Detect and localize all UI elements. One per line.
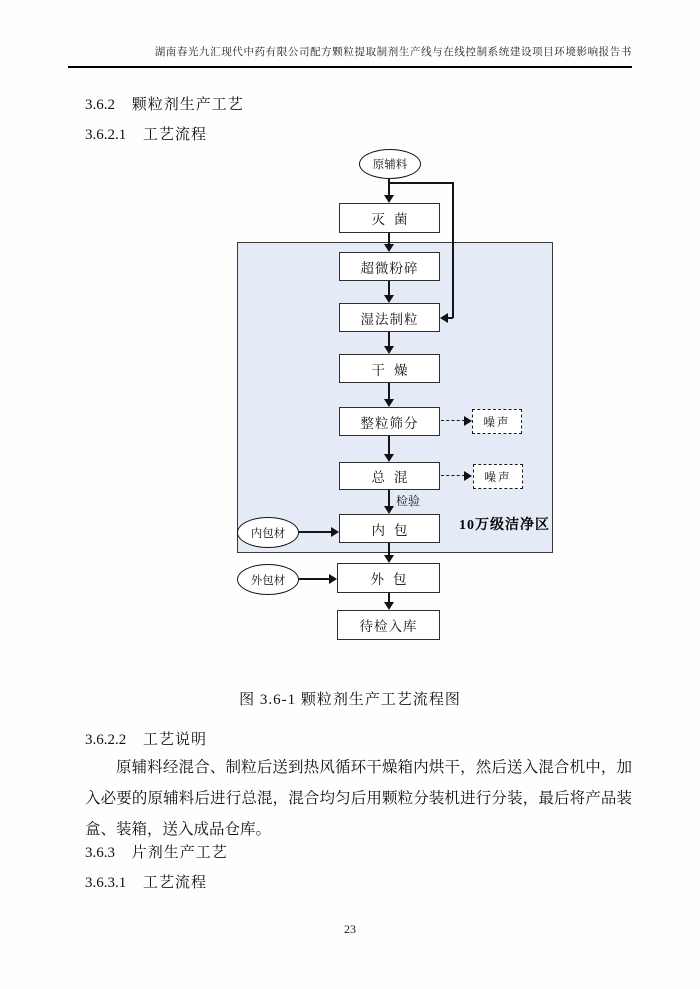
arrowhead-down <box>384 295 394 303</box>
heading-title: 工艺说明 <box>143 732 208 748</box>
header-rule <box>68 66 632 68</box>
heading-number: 3.6.2.2 <box>85 732 127 748</box>
arrowhead-right <box>464 471 472 481</box>
arrowhead-down <box>384 506 394 514</box>
page-number: 23 <box>344 922 356 936</box>
heading-3-6-2 <box>85 93 244 114</box>
clean-area-region <box>237 242 553 553</box>
noise-dashed-line <box>441 475 465 476</box>
arrowhead-down <box>384 195 394 203</box>
heading-3-6-3-1 <box>85 871 207 892</box>
arrowhead-down <box>384 454 394 462</box>
arrowhead-left <box>440 313 448 323</box>
bypass-line-v <box>452 182 454 318</box>
flow-line <box>299 578 329 580</box>
clean-area-label: 10万级洁净区 <box>459 518 550 533</box>
heading-3-6-2-2 <box>85 728 207 749</box>
node-ultrafine-grinding: 超微粉碎 <box>339 252 440 281</box>
arrowhead-down <box>384 244 394 252</box>
node-outer-packaging: 外包 <box>337 563 440 593</box>
flow-line <box>388 543 390 555</box>
heading-number: 3.6.3.1 <box>85 875 127 891</box>
flow-line <box>388 332 390 346</box>
heading-title: 颗粒剂生产工艺 <box>131 97 244 113</box>
noise-dashed-line <box>441 420 465 421</box>
heading-number: 3.6.3 <box>85 845 115 861</box>
bypass-line-h <box>389 182 453 184</box>
node-drying: 干燥 <box>339 354 440 383</box>
node-inner-packaging: 内包 <box>339 514 440 543</box>
arrowhead-right <box>331 527 339 537</box>
node-inner-pack-material: 内包材 <box>237 517 299 548</box>
arrowhead-right <box>464 416 472 426</box>
arrowhead-down <box>384 399 394 407</box>
bypass-line-h2 <box>448 317 453 319</box>
figure-caption: 图 3.6-1 颗粒剂生产工艺流程图 <box>239 692 461 708</box>
running-header-title: 湖南春光九汇现代中药有限公司配方颗粒提取制剂生产线与在线控制系统建设项目环境影响报告书 <box>154 47 632 58</box>
inspection-label: 检验 <box>396 494 421 508</box>
arrowhead-down <box>384 555 394 563</box>
node-sizing-sieving: 整粒筛分 <box>339 407 440 436</box>
node-total-mixing: 总混 <box>339 462 440 490</box>
arrowhead-right <box>329 574 337 584</box>
heading-title: 工艺流程 <box>143 875 208 891</box>
flow-line <box>388 233 390 244</box>
node-noise-sieving: 噪声 <box>472 409 522 434</box>
arrowhead-down <box>384 346 394 354</box>
flow-line <box>388 436 390 454</box>
node-warehouse-pending-inspection: 待检入库 <box>337 610 440 640</box>
heading-number: 3.6.2.1 <box>85 127 127 143</box>
heading-3-6-3 <box>85 841 228 862</box>
flow-line <box>388 383 390 399</box>
heading-title: 工艺流程 <box>143 127 208 143</box>
flow-line <box>388 490 390 506</box>
node-noise-mixing: 噪声 <box>473 464 523 489</box>
node-outer-pack-material: 外包材 <box>237 564 299 595</box>
flow-line <box>388 593 390 602</box>
node-sterilize: 灭菌 <box>339 203 440 233</box>
heading-title: 片剂生产工艺 <box>131 845 228 861</box>
flow-line <box>388 281 390 295</box>
flow-line <box>299 531 331 533</box>
arrowhead-down <box>384 602 394 610</box>
process-description-paragraph: 原辅料经混合、制粒后送到热风循环干燥箱内烘干，然后送入混合机中，加入必要的原辅料后进行总混，混合均匀后用颗粒分装机进行分装，最后将产品装盒、装箱，送入成品仓库。 <box>85 759 632 838</box>
node-raw-materials: 原辅料 <box>359 149 421 179</box>
node-wet-granulation: 湿法制粒 <box>339 303 440 332</box>
heading-3-6-2-1 <box>85 123 207 144</box>
heading-number: 3.6.2 <box>85 97 115 113</box>
